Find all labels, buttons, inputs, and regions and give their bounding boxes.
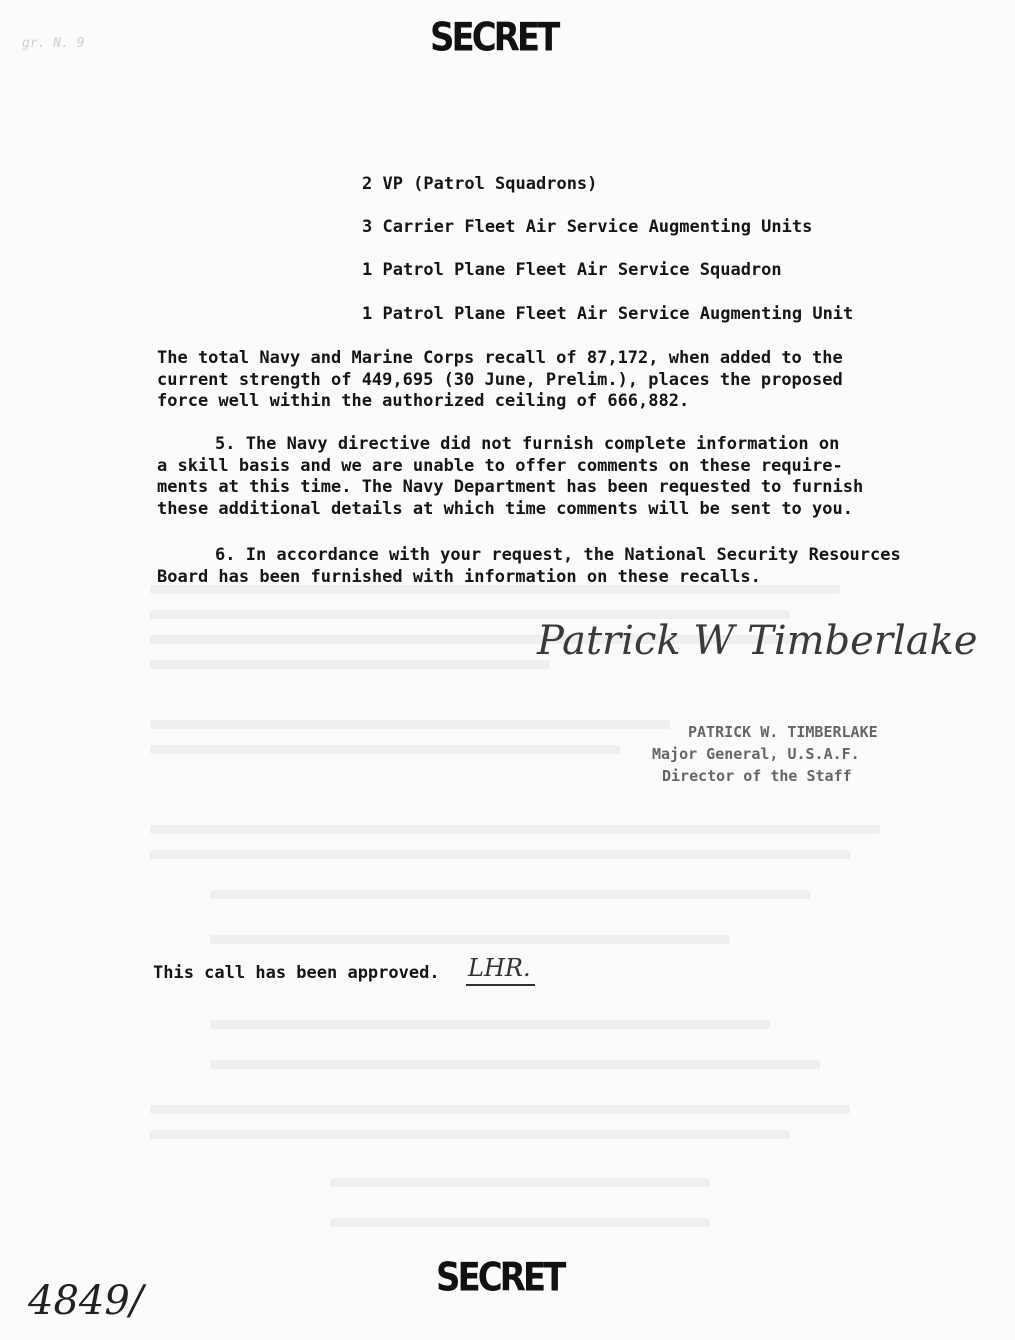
corner-pencil-mark: gr. N. 9: [22, 36, 85, 51]
paragraph-5: [157, 434, 917, 520]
text-line: a skill basis and we are unable to offer comments on these require-: [157, 455, 843, 476]
text-line: ments at this time. The Navy Department has been requested to furnish: [157, 477, 864, 497]
bleed-through: [210, 1060, 820, 1069]
approval-statement: This call has been approved.: [153, 963, 440, 983]
bleed-through: [150, 660, 550, 669]
classification-stamp-bottom: SECRET: [436, 1255, 564, 1301]
signatory-rank: Major General, U.S.A.F.: [652, 745, 860, 763]
text-line: these additional details at which time comments will be sent to you.: [157, 498, 853, 519]
bleed-through: [150, 720, 670, 729]
document-number: 4849/: [28, 1278, 144, 1324]
bleed-through: [330, 1218, 710, 1227]
approval-initials: LHR.: [466, 954, 535, 986]
bleed-through: [150, 1105, 850, 1114]
classification-stamp-top: SECRET: [430, 15, 558, 61]
unit-item: 1 Patrol Plane Fleet Air Service Squadron: [362, 260, 782, 280]
bleed-through: [210, 1020, 770, 1029]
text-line: 5. The Navy directive did not furnish complete information on: [215, 434, 840, 454]
text-line: force well within the authorized ceiling of 666,882.: [157, 391, 690, 411]
text-line: current strength of 449,695 (30 June, Prelim.), places the proposed: [157, 369, 843, 390]
text-line: 6. In accordance with your request, the National Security Resources: [215, 545, 901, 565]
text-line: Board has been furnished with information on these recalls.: [157, 566, 761, 587]
bleed-through: [150, 1130, 790, 1139]
unit-item: 1 Patrol Plane Fleet Air Service Augmenting Unit: [362, 304, 854, 324]
paragraph-total-recall: [157, 348, 917, 413]
signatory-title: Director of the Staff: [662, 767, 852, 785]
handwritten-signature: Patrick W Timberlake: [537, 618, 978, 664]
bleed-through: [210, 935, 730, 944]
paragraph-6: [157, 545, 917, 588]
bleed-through: [330, 1178, 710, 1187]
bleed-through: [150, 850, 850, 859]
unit-item: 2 VP (Patrol Squadrons): [362, 174, 598, 194]
text-line: The total Navy and Marine Corps recall of 87,172, when added to the: [157, 348, 843, 368]
unit-item: 3 Carrier Fleet Air Service Augmenting Units: [362, 217, 813, 237]
bleed-through: [150, 825, 880, 834]
bleed-through: [150, 745, 620, 754]
signatory-name: PATRICK W. TIMBERLAKE: [688, 723, 878, 741]
bleed-through: [210, 890, 810, 899]
